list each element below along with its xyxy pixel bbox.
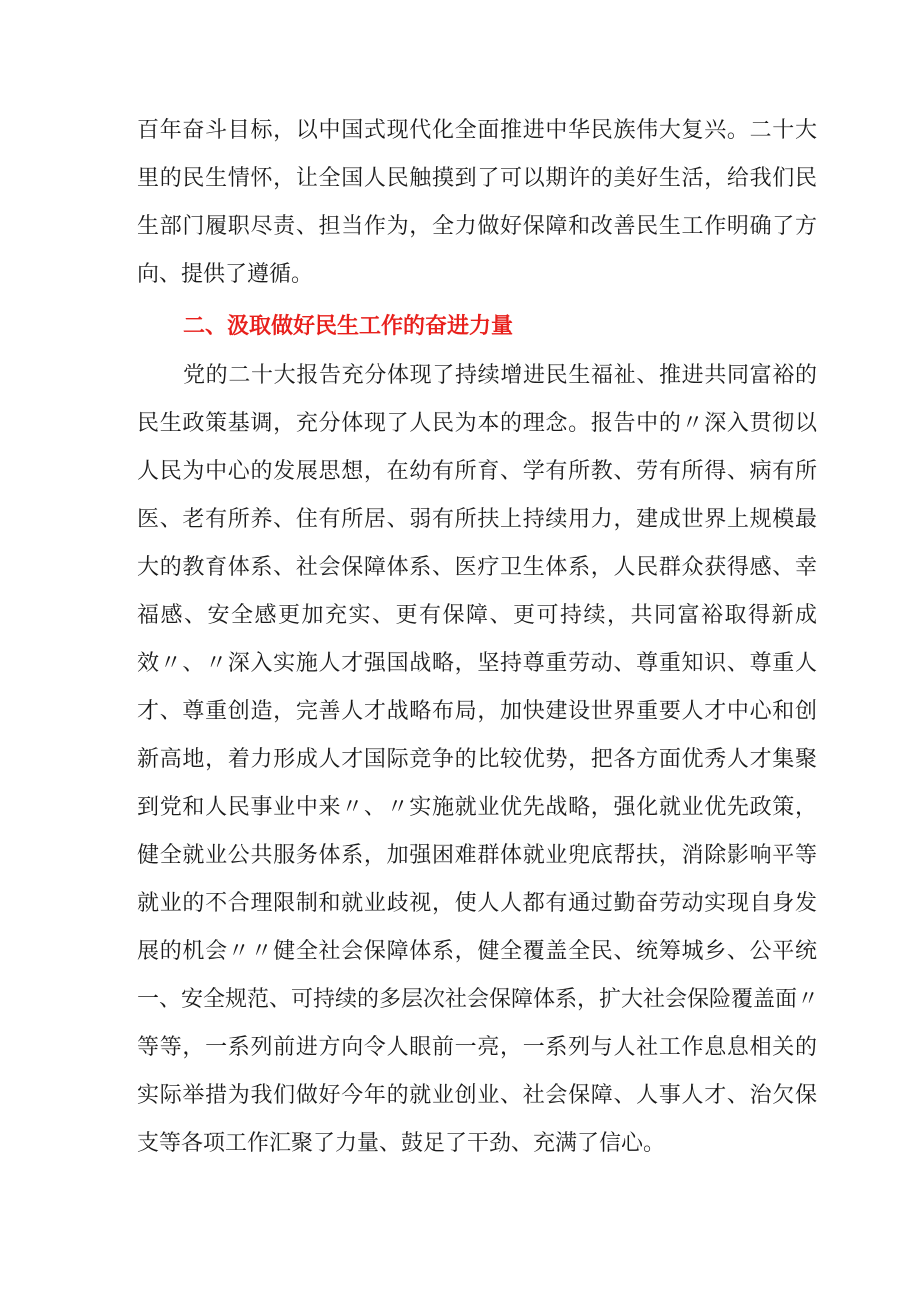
paragraph-2-line: 党的二十大报告充分体现了持续增进民生福祉、推进共同富裕的 bbox=[183, 363, 817, 388]
paragraph-2-line: 才、尊重创造，完善人才战略布局，加快建设世界重要人才中心和创 bbox=[137, 699, 817, 724]
paragraph-1-line: 向、提供了遵循。 bbox=[137, 262, 314, 287]
paragraph-2-line: 医、老有所养、住有所居、弱有所扶上持续用力，建成世界上规模最 bbox=[137, 507, 817, 532]
paragraph-2-line: 健全就业公共服务体系，加强困难群体就业兜底帮扶，消除影响平等 bbox=[137, 843, 817, 868]
paragraph-1-line: 里的民生情怀，让全国人民触摸到了可以期许的美好生活，给我们民 bbox=[137, 166, 817, 191]
paragraph-2-line: 到党和人民事业中来〃、〃实施就业优先战略，强化就业优先政策， bbox=[137, 795, 817, 820]
paragraph-2-line: 展的机会〃〃健全社会保障体系，健全覆盖全民、统筹城乡、公平统 bbox=[137, 939, 817, 964]
paragraph-2-line: 民生政策基调，充分体现了人民为本的理念。报告中的〃深入贯彻以 bbox=[137, 411, 817, 436]
paragraph-1-line: 百年奋斗目标，以中国式现代化全面推进中华民族伟大复兴。二十大 bbox=[137, 118, 817, 143]
paragraph-2-line: 大的教育体系、社会保障体系、医疗卫生体系，人民群众获得感、幸 bbox=[137, 555, 817, 580]
paragraph-2-line: 实际举措为我们做好今年的就业创业、社会保障、人事人才、治欠保 bbox=[137, 1083, 817, 1108]
paragraph-1-line: 生部门履职尽责、担当作为，全力做好保障和改善民生工作明确了方 bbox=[137, 214, 817, 239]
paragraph-2-line: 等等，一系列前进方向令人眼前一亮，一系列与人社工作息息相关的 bbox=[137, 1035, 817, 1060]
paragraph-2-line: 支等各项工作汇聚了力量、鼓足了干劲、充满了信心。 bbox=[137, 1131, 666, 1156]
section-heading: 二、汲取做好民生工作的奋进力量 bbox=[183, 314, 514, 339]
paragraph-2-line: 就业的不合理限制和就业歧视，使人人都有通过勤奋劳动实现自身发 bbox=[137, 891, 817, 916]
paragraph-2-line: 一、安全规范、可持续的多层次社会保障体系，扩大社会保险覆盖面〃 bbox=[137, 987, 820, 1012]
paragraph-2-line: 效〃、〃深入实施人才强国战略，坚持尊重劳动、尊重知识、尊重人 bbox=[137, 651, 817, 676]
paragraph-2-line: 福感、安全感更加充实、更有保障、更可持续，共同富裕取得新成 bbox=[137, 603, 817, 628]
paragraph-2-line: 人民为中心的发展思想，在幼有所育、学有所教、劳有所得、病有所 bbox=[137, 459, 817, 484]
paragraph-2-line: 新高地，着力形成人才国际竞争的比较优势，把各方面优秀人才集聚 bbox=[137, 747, 817, 772]
